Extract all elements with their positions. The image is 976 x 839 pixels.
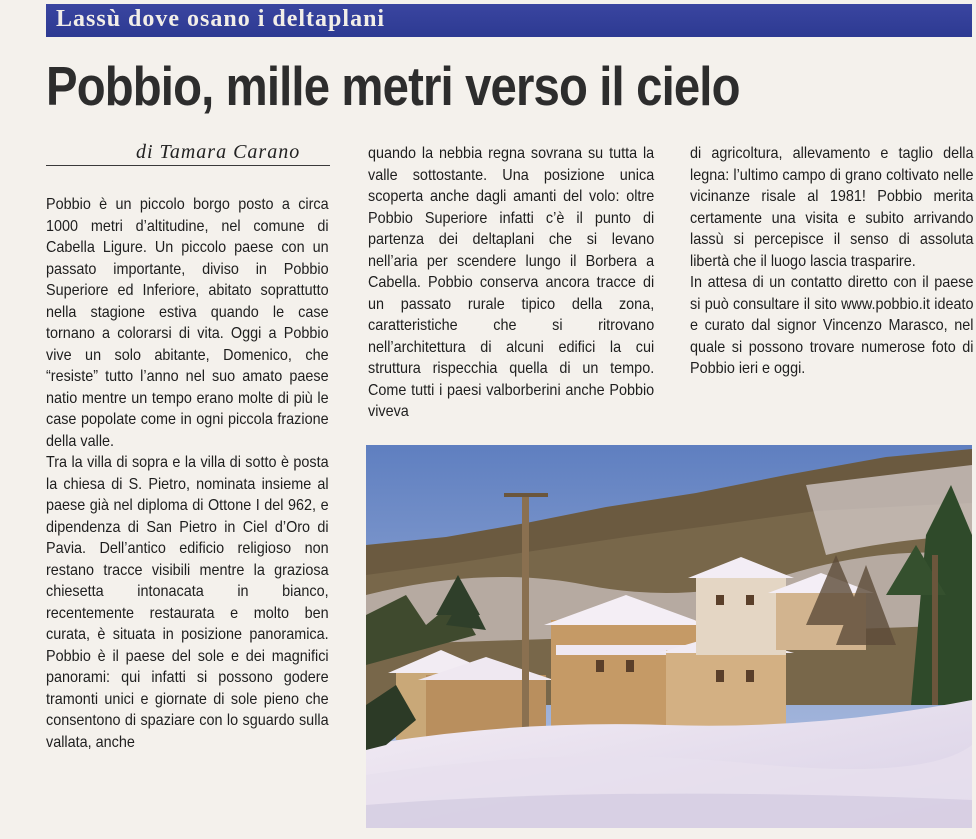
snowy-village-illustration: [366, 445, 972, 828]
paragraph: In attesa di un contatto diretto con il paese si può consultare il sito www.pobbio.it ideato e curato dal signor Vincenzo Marasco, nel quale si possono trovare numerose foto di Pobbio ieri e oggi.: [690, 274, 974, 377]
section-kicker: Lassù dove osano i deltaplani: [56, 6, 386, 32]
village-snow-photo: [366, 445, 972, 828]
paragraph: di agricoltura, allevamento e taglio della legna: l’ultimo campo di grano coltivato nelle vicinanze risale al 1981! Pobbio merita certamente una visita e subito arrivando lassù si percepisce il senso di assoluta libertà che il luogo lascia trasparire.: [690, 145, 974, 270]
article-column-2: [368, 143, 654, 423]
article-column-3: [690, 143, 974, 380]
byline: di Tamara Carano: [136, 141, 301, 163]
article-column-1: [46, 194, 329, 753]
paragraph: Tra la villa di sopra e la villa di sotto è posta la chiesa di S. Pietro, nominata insieme al paese già nel diploma di Ottone I del 962, e dipendenza di San Pietro in Ciel d’Oro di Pavia. Dell’antico edificio religioso non restano tracce visibili mentre la graziosa chiesetta intonacata in bianco, recentemente restaurata e molto ben curata, è situata in posizione panoramica. Pobbio è il paese del sole e dei magnifici panorami: qui infatti si possono godere tramonti unici e giornate di sole pieno che consentono di spaziare con lo sguardo sulla vallata, anche: [46, 454, 329, 751]
byline-rule: [46, 165, 330, 166]
headline: Pobbio, mille metri verso il cielo: [46, 55, 740, 117]
paragraph: quando la nebbia regna sovrana su tutta la valle sottostante. Una posizione unica scoperta anche dagli amanti del volo: oltre Pobbio Superiore infatti c’è il punto di partenza dei deltaplani che si levano nell’aria per scendere lungo il Borbera a Cabella. Pobbio conserva ancora tracce di un passato rurale tipico della zona, caratteristiche che si ritrovano nell’architettura di alcuni edifici la cui struttura rispecchia quella di un tempo. Come tutti i paesi valborberini anche Pobbio viveva: [368, 145, 655, 420]
section-kicker-banner: [46, 4, 972, 37]
paragraph: Pobbio è un piccolo borgo posto a circa 1000 metri d’altitudine, nel comune di Cabella Ligure. Un piccolo paese con un passato importante, diviso in Pobbio Superiore ed Inferiore, abitato soprattutto nella stagione estiva quando le case tornano a colorarsi di vita. Oggi a Pobbio vive un solo abitante, Domenico, che “resiste” tutto l’anno nel suo amato paese natio mentre un tempo erano molte di più le case popolate come in ogni piccola frazione della valle.: [46, 196, 329, 450]
